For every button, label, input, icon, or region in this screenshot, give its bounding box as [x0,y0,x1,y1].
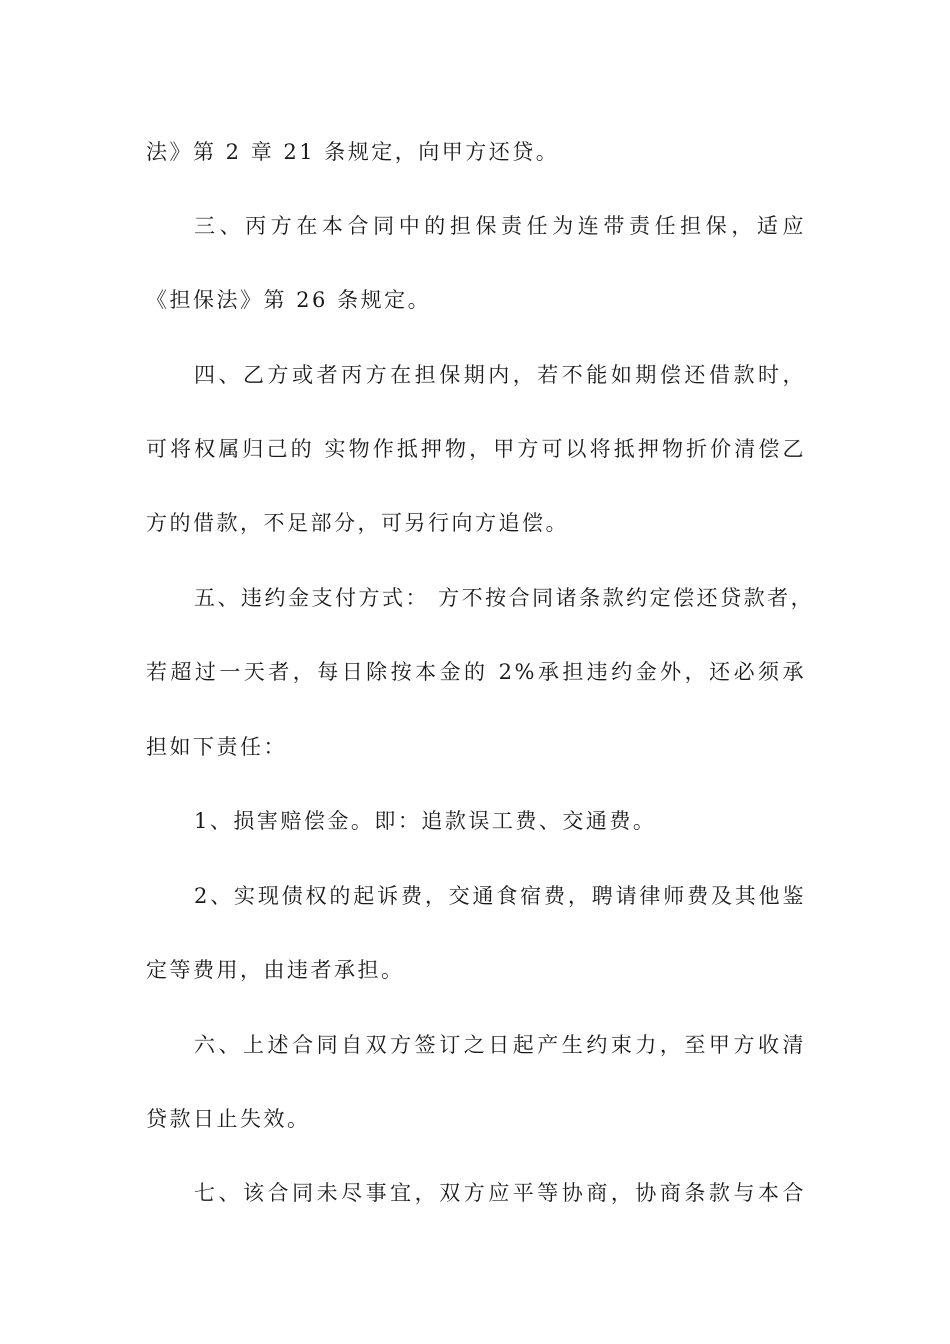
clause-4-line-3: 方的借款，不足部分，可另行向方追偿。 [146,511,569,535]
text-line-1: 法》第 2 章 21 条规定，向甲方还贷。 [146,140,560,164]
clause-6-line-1: 六、上述合同自双方签订之日起产生约束力，至甲方收清 [194,1033,806,1057]
clause-5-line-2: 若超过一天者，每日除按本金的 2%承担违约金外，还必须承 [146,660,806,684]
clause-6-line-2: 贷款日止失效。 [146,1107,311,1131]
item-2-line-1: 2、实现债权的起诉费，交通食宿费，聘请律师费及其他鉴 [194,884,806,908]
clause-4-line-2: 可将权属归己的 实物作抵押物，甲方可以将抵押物折价清偿乙 [146,437,806,461]
clause-3-line-2: 《担保法》第 26 条规定。 [146,288,432,312]
clause-3-line-1: 三、丙方在本合同中的担保责任为连带责任担保，适应 [194,214,806,238]
clause-7-line-1: 七、该合同未尽事宜，双方应平等协商，协商条款与本合 [194,1181,806,1205]
item-1-line-1: 1、损害赔偿金。即：追款误工费、交通费。 [194,809,657,833]
item-2-line-2: 定等费用，由违者承担。 [146,958,405,982]
clause-4-line-1: 四、乙方或者丙方在担保期内，若不能如期偿还借款时， [194,363,806,387]
clause-5-line-3: 担如下责任： [146,735,287,759]
clause-5-line-1: 五、违约金支付方式： 方不按合同诸条款约定偿还贷款者， [194,586,815,610]
